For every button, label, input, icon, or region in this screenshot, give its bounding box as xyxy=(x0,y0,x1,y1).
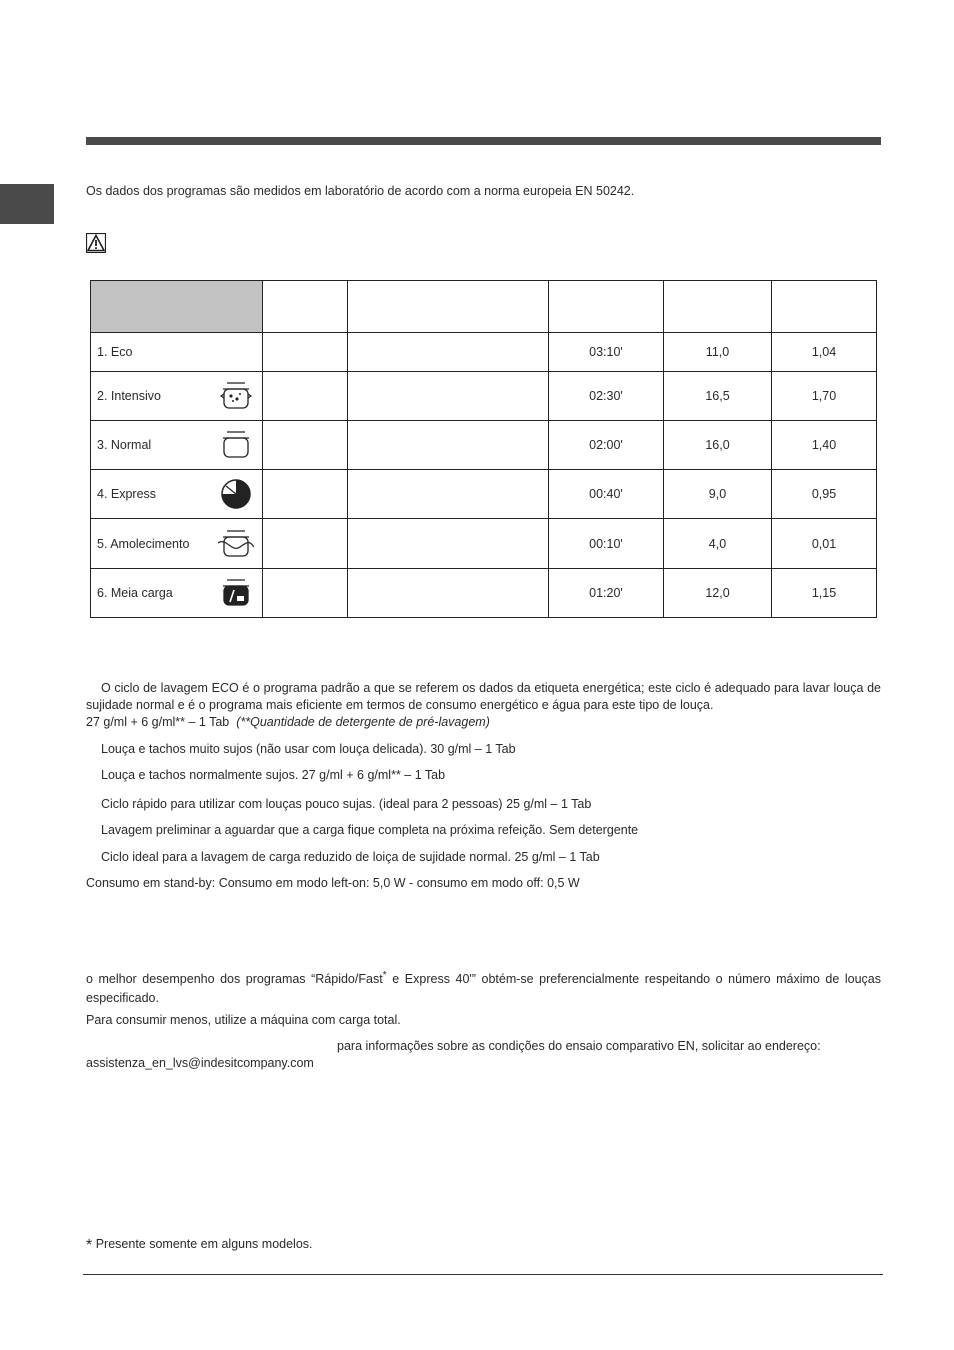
table-row xyxy=(91,333,877,371)
water-cell: 4,0 xyxy=(664,519,772,568)
note-express: Ciclo rápido para utilizar com louças pouco sujas. (ideal para 2 pessoas) 25 g/ml – 1 Tab xyxy=(101,797,592,811)
footnote-asterisk: * xyxy=(86,1237,93,1254)
water-cell: 9,0 xyxy=(664,470,772,519)
header-cell xyxy=(772,281,877,333)
table-row xyxy=(91,568,877,617)
section-header-bar xyxy=(86,137,881,145)
header-cell xyxy=(263,281,348,333)
program-name-cell xyxy=(91,519,263,568)
note-standby: Consumo em stand-by: Consumo em modo left-on: 5,0 W - consumo em modo off: 0,5 W xyxy=(86,876,580,890)
water-cell: 16,5 xyxy=(664,371,772,420)
bottom-divider xyxy=(83,1274,883,1275)
table-row xyxy=(91,470,877,519)
energy-cell: 1,04 xyxy=(772,333,877,371)
header-cell xyxy=(348,281,549,333)
water-cell: 12,0 xyxy=(664,568,772,617)
duration-cell: 02:00' xyxy=(549,420,664,469)
intro-text: Os dados dos programas são medidos em laboratório de acordo com a norma europeia EN 50242. xyxy=(86,184,635,198)
note-normal: Louça e tachos normalmente sujos. 27 g/ml + 6 g/ml** – 1 Tab xyxy=(101,768,446,782)
note-half-load: Ciclo ideal para a lavagem de carga reduzido de loiça de sujidade normal. 25 g/ml – 1 Tab xyxy=(101,850,600,864)
header-cell xyxy=(664,281,772,333)
energy-cell: 0,01 xyxy=(772,519,877,568)
energy-cell: 1,15 xyxy=(772,568,877,617)
duration-cell: 00:40' xyxy=(549,470,664,519)
warning-triangle-icon xyxy=(86,233,106,253)
performance-note: o melhor desempenho dos programas “Rápido/Fast* e Express 40'” obtém-se preferencialmente respeitando o número máximo de louças especificado. xyxy=(86,970,882,1006)
note-eco: O ciclo de lavagem ECO é o programa padrão a que se referem os dados da etiqueta energética; este ciclo é adequado para lavar louça de sujidade normal e é o programa mais eficiente em termos de consumo energético e água para este tipo de louça. xyxy=(86,681,881,712)
language-side-tab xyxy=(0,184,54,224)
table-row xyxy=(91,519,877,568)
program-name: 6. Meia carga xyxy=(97,585,173,600)
water-cell: 11,0 xyxy=(664,333,772,371)
table-row xyxy=(91,420,877,469)
program-name-cell xyxy=(91,333,263,371)
program-name-cell xyxy=(91,470,263,519)
soak-pot-icon xyxy=(218,527,254,561)
program-name: 3. Normal xyxy=(97,437,152,452)
program-table xyxy=(90,280,877,618)
note-soak: Lavagem preliminar a aguardar que a carga fique completa na próxima refeição. Sem detergente xyxy=(101,823,639,837)
water-cell: 16,0 xyxy=(664,420,772,469)
energy-cell: 1,70 xyxy=(772,371,877,420)
energy-cell: 0,95 xyxy=(772,470,877,519)
asterisk-mark: * xyxy=(382,970,387,981)
note-eco-dose-line xyxy=(86,714,881,731)
program-name: 4. Express xyxy=(97,487,157,502)
duration-cell: 00:10' xyxy=(549,519,664,568)
en-test-info-text: para informações sobre as condições do ensaio comparativo EN, solicitar ao endereço: xyxy=(337,1039,821,1053)
note-intensive: Louça e tachos muito sujos (não usar com louça delicada). 30 g/ml – 1 Tab xyxy=(101,742,516,756)
program-name-cell xyxy=(91,420,263,469)
program-name-cell xyxy=(91,371,263,420)
note-eco-dose: 27 g/ml + 6 g/ml** – 1 Tab xyxy=(86,715,230,729)
footnote xyxy=(86,1237,313,1255)
energy-cell: 1,40 xyxy=(772,420,877,469)
program-notes xyxy=(86,680,881,892)
support-email: assistenza_en_lvs@indesitcompany.com xyxy=(86,1056,314,1070)
normal-pot-icon xyxy=(218,428,254,462)
duration-cell: 02:30' xyxy=(549,371,664,420)
program-name: 5. Amolecimento xyxy=(97,536,190,551)
program-name-cell xyxy=(91,568,263,617)
note-eco-dose-footnote: (**Quantidade de detergente de pré-lavagem) xyxy=(236,715,490,729)
en-test-info xyxy=(86,1038,881,1072)
header-cell xyxy=(549,281,664,333)
program-name: 2. Intensivo xyxy=(97,388,161,403)
express-clock-icon xyxy=(218,477,254,511)
half-load-pot-icon xyxy=(218,576,254,610)
table-row xyxy=(91,371,877,420)
footnote-text: Presente somente em alguns modelos. xyxy=(95,1237,313,1251)
duration-cell: 03:10' xyxy=(549,333,664,371)
header-program-cell xyxy=(91,281,263,333)
table-header-row xyxy=(91,281,877,333)
duration-cell: 01:20' xyxy=(549,568,664,617)
intensive-pot-icon xyxy=(218,379,254,413)
program-name: 1. Eco xyxy=(97,344,133,359)
energy-tip: Para consumir menos, utilize a máquina com carga total. xyxy=(86,1013,401,1027)
